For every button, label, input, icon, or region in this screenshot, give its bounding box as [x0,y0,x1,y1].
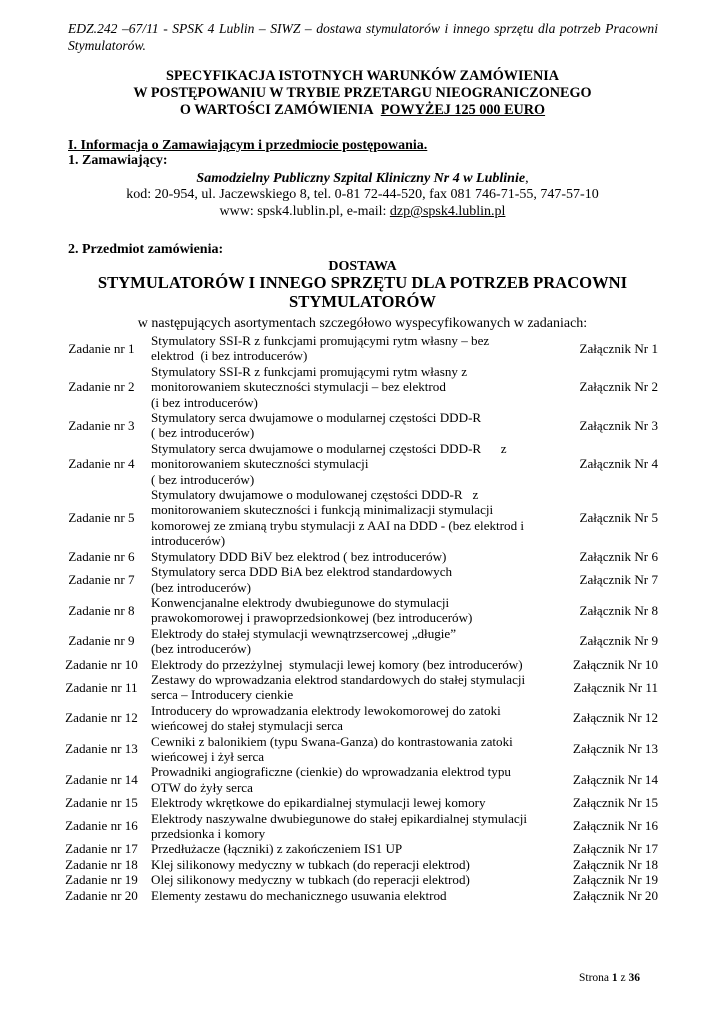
task-description-line: serca – Introducery cienkie [151,687,294,703]
task-description-line: (bez introducerów) [151,641,251,657]
task-row [52,333,658,364]
task-description-line: elektrod (i bez introducerów) [151,348,308,364]
task-description-line: Prowadniki angiograficzne (cienkie) do wprowadzania elektrod typu [151,764,511,780]
task-row [52,734,658,765]
task-description [151,364,537,410]
title-line-3-value: POWYŻEJ 125 000 EURO [380,102,546,118]
task-description-line: Introducery do wprowadzania elektrody lewokomorowej do zatoki [151,702,501,718]
task-description-line: monitorowaniem skuteczności i funkcją minimalizacji stymulacji [151,502,494,518]
title-line-3 [0,102,725,119]
task-number: Zadanie nr 19 [65,872,138,888]
orderer-contact [0,203,725,220]
task-attachment: Załącznik Nr 1 [579,340,658,356]
task-attachment: Załącznik Nr 5 [579,510,658,526]
task-description-line: Elementy zestawu do mechanicznego usuwania elektrod [151,887,447,903]
task-description-line: ( bez introducerów) [151,425,255,441]
task-description [151,857,537,872]
task-description-line: przedsionka i komory [151,826,266,841]
task-attachment: Załącznik Nr 3 [579,417,658,433]
task-description [151,487,537,549]
task-description-line: Klej silikonowy medyczny w tubkach (do reperacji elektrod) [151,856,470,872]
task-attachment: Załącznik Nr 16 [572,818,658,834]
section-1-heading: I. Informacja o Zamawiającym i przedmiocie postępowania. [68,138,428,153]
task-description-line: (bez introducerów) [151,579,251,595]
task-description [151,672,537,703]
page-number: 1 [611,972,618,984]
task-attachment: Załącznik Nr 8 [579,602,658,618]
task-row [52,872,658,887]
task-number: Zadanie nr 5 [68,510,135,526]
task-row [52,410,658,441]
task-attachment: Załącznik Nr 19 [572,872,658,888]
task-number: Zadanie nr 14 [65,772,138,788]
task-row [52,487,658,549]
section-2-heading: 2. Przedmiot zamówienia: [68,242,224,257]
task-description-line: wieńcowej do stałej stymulacji serca [151,718,343,734]
task-attachment: Załącznik Nr 4 [579,456,658,472]
task-description-line: Elektrody do przezżylnej stymulacji lewej komory (bez introducerów) [151,656,523,672]
task-number: Zadanie nr 6 [68,548,135,564]
task-description [151,564,537,595]
task-row [52,595,658,626]
task-description-line: Stymulatory serca DDD BiA bez elektrod standardowych [151,564,453,580]
task-attachment: Załącznik Nr 18 [572,856,658,872]
task-description [151,795,537,810]
task-description-line: Konwencjanalne elektrody dwubiegunowe do stymulacji [151,594,450,610]
task-row [52,564,658,595]
task-description [151,595,537,626]
task-number: Zadanie nr 3 [68,417,135,433]
task-description [151,549,537,564]
task-description-line: Stymulatory dwujamowe o modulowanej częstości DDD-R z [151,487,479,503]
task-number: Zadanie nr 1 [68,340,135,356]
task-description [151,734,537,765]
task-row [52,364,658,410]
task-attachment: Załącznik Nr 12 [572,710,658,726]
task-description-line: Stymulatory serca dwujamowe o modularnej częstości DDD-R [151,410,482,426]
task-description [151,441,537,487]
task-row [52,626,658,657]
orderer-name-line [0,170,725,187]
task-description-line: (i bez introducerów) [151,394,258,410]
task-number: Zadanie nr 10 [65,656,138,672]
orderer-name: Samodzielny Publiczny Szpital Kliniczny Nr 4 w Lublinie [196,171,526,186]
task-number: Zadanie nr 15 [65,795,138,811]
subject-line-3: STYMULATORÓW [289,292,436,311]
task-row [52,549,658,564]
section-1-sub-heading: 1. Zamawiający: [68,153,168,168]
task-number: Zadanie nr 7 [68,571,135,587]
task-description [151,410,537,441]
task-number: Zadanie nr 13 [65,741,138,757]
task-number: Zadanie nr 9 [68,633,135,649]
task-row [52,657,658,672]
task-number: Zadanie nr 2 [68,379,135,395]
subject-line-2: STYMULATORÓW I INNEGO SPRZĘTU DLA POTRZEB PRACOWNI [97,273,628,292]
task-description-line: Stymulatory SSI-R z funkcjami promującymi rytm własny – bez [151,333,490,348]
task-number: Zadanie nr 4 [68,456,135,472]
task-description [151,811,537,842]
task-attachment: Załącznik Nr 10 [572,656,658,672]
task-number: Zadanie nr 20 [65,887,138,903]
task-description-line: komorowej ze zmianą trybu stymulacji z AAI na DDD - (bez elektrod i [151,517,525,533]
task-attachment: Załącznik Nr 20 [572,887,658,903]
task-description-line: monitorowaniem skuteczności stymulacji [151,456,369,472]
task-row [52,795,658,810]
task-attachment: Załącznik Nr 6 [579,548,658,564]
task-attachment: Załącznik Nr 15 [572,795,658,811]
task-description [151,872,537,887]
tasks-table [52,333,658,903]
page-label: Strona [578,972,612,984]
task-description-line: Cewniki z balonikiem (typu Swana-Ganza) do kontrastowania zatoki [151,733,513,749]
task-attachment: Załącznik Nr 13 [572,741,658,757]
orderer-address: kod: 20-954, ul. Jaczewskiego 8, tel. 0-81 72-44-520, fax 081 746-71-55, 747-57-10 [126,187,599,202]
title-line-1: SPECYFIKACJA ISTOTNYCH WARUNKÓW ZAMÓWIENIA [166,68,559,84]
task-description-line: prawokomorowej i prawoprzedsionkowej (bez introducerów) [151,610,473,626]
task-row [52,672,658,703]
task-description-line: Olej silikonowy medyczny w tubkach (do reperacji elektrod) [151,872,470,888]
task-description [151,888,537,903]
task-description [151,703,537,734]
task-description-line: introducerów) [151,533,226,549]
task-description-line: Przedłużacze (łączniki) z zakończeniem IS1 UP [151,841,403,857]
task-number: Zadanie nr 16 [65,818,138,834]
task-description [151,626,537,657]
title-line-2: W POSTĘPOWANIU W TRYBIE PRZETARGU NIEOGRANICZONEGO [133,85,592,101]
task-number: Zadanie nr 18 [65,856,138,872]
task-description-line: OTW do żyły serca [151,779,253,795]
task-description [151,841,537,856]
task-description-line: Stymulatory serca dwujamowe o modularnej częstości DDD-R z [151,440,507,456]
task-description-line: monitorowaniem skuteczności stymulacji – bez elektrod [151,379,446,395]
task-attachment: Załącznik Nr 14 [572,772,658,788]
task-attachment: Załącznik Nr 11 [573,679,658,695]
task-attachment: Załącznik Nr 9 [579,633,658,649]
task-row [52,811,658,842]
task-attachment: Załącznik Nr 7 [579,571,658,587]
task-description [151,333,537,364]
task-number: Zadanie nr 8 [68,602,135,618]
subject-line-1: DOSTAWA [328,259,397,274]
task-description-line: Elektrody do stałej stymulacji wewnątrzsercowej „długie” [151,625,457,641]
title-line-3-prefix: O WARTOŚCI ZAMÓWIENIA [179,102,374,118]
page-footer [560,972,640,984]
task-number: Zadanie nr 17 [65,841,138,857]
task-description-line: Stymulatory SSI-R z funkcjami promującymi rytm własny z [151,363,468,379]
orderer-www: www: spsk4.lublin.pl, e-mail: [219,204,390,219]
task-row [52,764,658,795]
task-description-line: Zestawy do wprowadzania elektrod standardowych do stałej stymulacji [151,671,526,687]
task-number: Zadanie nr 12 [65,710,138,726]
task-description [151,657,537,672]
page-total: 36 [628,972,640,984]
tasks-table-body [52,333,658,903]
task-description-line: Stymulatory DDD BiV bez elektrod ( bez introducerów) [151,548,447,564]
page-of-label: z [617,972,629,984]
task-description-line: ( bez introducerów) [151,471,255,487]
document-reference-header: EDZ.242 –67/11 - SPSK 4 Lublin – SIWZ – dostawa stymulatorów i innego sprzętu dla potrzeb Pracowni Stymulatorów. [68,21,658,53]
orderer-email-link[interactable]: dzp@spsk4.lublin.pl [389,204,506,219]
task-description-line: wieńcowej i żył serca [151,748,265,764]
task-description-line: Elektrody naszywalne dwubiegunowe do stałej epikardialnej stymulacji [151,810,527,826]
orderer-name-suffix: , [525,171,529,186]
task-attachment: Załącznik Nr 17 [572,841,658,857]
task-row [52,888,658,903]
task-row [52,703,658,734]
task-description-line: Elektrody wkrętkowe do epikardialnej stymulacji lewej komory [151,795,486,811]
task-attachment: Załącznik Nr 2 [579,379,658,395]
task-number: Zadanie nr 11 [65,679,138,695]
task-row [52,441,658,487]
subject-intro: w następujących asortymentach szczegółowo wyspecyfikowanych w zadaniach: [137,316,588,331]
task-row [52,841,658,856]
task-row [52,857,658,872]
task-description [151,764,537,795]
